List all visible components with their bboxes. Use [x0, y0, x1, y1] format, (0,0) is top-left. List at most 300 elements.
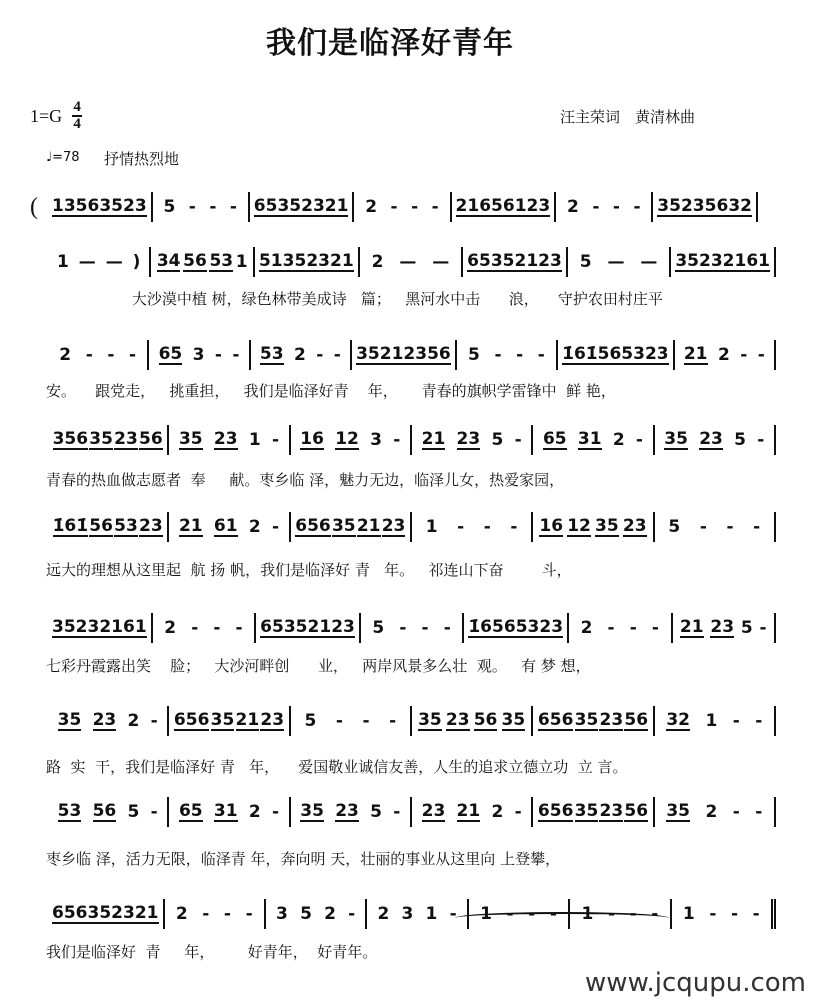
note-group: 23: [456, 429, 481, 449]
note-group: 23: [644, 344, 669, 364]
measure: [463, 247, 568, 277]
note-group: 2: [175, 904, 188, 924]
note-group: -: [757, 345, 765, 365]
note-group: -: [150, 711, 158, 731]
note-group: -: [128, 345, 137, 365]
measure: [361, 613, 464, 643]
watermark: www.jcqupu.com: [585, 968, 806, 998]
note-group: -: [549, 904, 557, 924]
note-group: -: [755, 802, 763, 822]
measure: [653, 192, 758, 222]
note-group: 16: [539, 516, 564, 536]
note-group: -: [528, 904, 536, 924]
note-group: 21: [379, 344, 404, 364]
note-group: -: [516, 345, 524, 365]
measure: [48, 613, 153, 643]
note-group: -: [612, 197, 620, 217]
measure: [291, 425, 412, 455]
lyrics-line: 我们是临泽好 青 年， 好青年， 好青年。: [46, 943, 378, 961]
note-group: -: [629, 618, 637, 638]
note-group: —: [607, 252, 625, 272]
note-group: -: [316, 345, 324, 365]
measure: [352, 340, 457, 370]
note-group: 2: [612, 430, 625, 450]
authors: 汪主荣词 黄清林曲: [560, 108, 696, 126]
note-group: -: [506, 904, 514, 924]
measure: [367, 899, 468, 929]
note-group: 2: [717, 345, 730, 365]
note-group: -: [753, 517, 761, 537]
note-group: 56: [597, 344, 622, 364]
note-group: 35: [277, 196, 302, 216]
note-group: -: [271, 430, 279, 450]
note-group: 16: [300, 429, 324, 449]
note-group: 65: [542, 429, 567, 449]
note-group: 23: [213, 429, 238, 449]
note-group: 65: [158, 344, 183, 364]
note-group: -: [390, 197, 398, 217]
measure: [533, 706, 654, 736]
note-group: -: [755, 711, 763, 731]
note-group: 2: [377, 904, 390, 924]
note-group: 21: [421, 429, 446, 449]
measure: [672, 899, 776, 929]
song-title: 我们是临泽好青年: [266, 26, 514, 61]
note-group: 21: [134, 903, 159, 923]
note-group: -: [202, 904, 210, 924]
note-group: -: [514, 430, 522, 450]
note-group: 12: [567, 516, 591, 536]
note-group: -: [740, 345, 748, 365]
measure: [568, 247, 671, 277]
music-system: [30, 193, 758, 221]
measure: [151, 247, 254, 277]
note-group: 35: [574, 801, 599, 821]
note-group: 23: [92, 710, 117, 730]
note-group: -: [633, 197, 641, 217]
note-group: -: [635, 430, 643, 450]
note-group: -: [229, 197, 237, 217]
note-group: —: [640, 252, 658, 272]
note-group: 61: [746, 251, 770, 271]
note-group: 23: [710, 617, 735, 637]
note-group: 21: [456, 801, 481, 821]
note-group: 2: [365, 197, 378, 217]
note-group: 23: [306, 251, 330, 271]
note-group: 3: [370, 430, 382, 450]
note-group: 56: [89, 516, 113, 536]
music-system: [30, 341, 776, 369]
note-group: -: [510, 517, 518, 537]
note-group: 35: [657, 196, 681, 216]
note-group: 21: [683, 344, 708, 364]
measure: [412, 512, 533, 542]
note-group: 21: [514, 251, 539, 271]
note-group: -: [629, 904, 637, 924]
note-group: 65: [479, 196, 503, 216]
measure: [354, 192, 451, 222]
note-group: -: [651, 618, 659, 638]
measure: [169, 797, 290, 827]
note-group: 1: [425, 517, 438, 537]
note-group: -: [245, 904, 253, 924]
note-group: 56: [492, 617, 516, 637]
note-group: 32: [728, 196, 752, 216]
note-group: 1: [581, 904, 594, 924]
note-group: -: [393, 802, 401, 822]
note-group: -: [411, 197, 419, 217]
note-group: 3: [192, 345, 205, 365]
measure: [452, 192, 557, 222]
note-group: 23: [111, 903, 135, 923]
note-group: 21: [455, 196, 480, 216]
note-group: -: [421, 618, 429, 638]
note-group: -: [483, 517, 491, 537]
note-group: 61: [123, 617, 147, 637]
measure: [533, 425, 654, 455]
note-group: -: [191, 618, 199, 638]
measure: [533, 512, 654, 542]
note-group: 21: [324, 196, 349, 216]
note-group: 35: [178, 429, 203, 449]
note-group: -: [494, 345, 502, 365]
note-group: 56: [75, 196, 100, 216]
note-group: -: [449, 904, 457, 924]
note-group: -: [759, 618, 767, 638]
note-group: 23: [680, 196, 705, 216]
measure: [360, 247, 463, 277]
note-group: -: [752, 904, 760, 924]
note-group: -: [209, 197, 217, 217]
expression-marking: 抒情热烈地: [104, 150, 180, 168]
measure: [671, 247, 776, 277]
note-group: 13: [52, 196, 76, 216]
note-group: 35: [595, 516, 619, 536]
note-group: -: [651, 904, 659, 924]
note-group: -: [393, 430, 401, 450]
measure: [48, 340, 149, 370]
note-group: 35: [52, 617, 76, 637]
note-group: 35: [666, 801, 691, 821]
note-group: 35: [574, 710, 599, 730]
note-group: -: [150, 802, 158, 822]
note-group: 23: [421, 801, 446, 821]
note-group: 5: [370, 802, 382, 822]
note-group: 23: [526, 196, 551, 216]
note-group: 1̇6: [468, 617, 493, 637]
note-group: 21: [679, 617, 704, 637]
note-group: 35: [283, 617, 308, 637]
note-group: -: [235, 618, 243, 638]
measure: [255, 247, 360, 277]
note-group: 656: [537, 710, 574, 730]
measure: [412, 797, 533, 827]
note-group: 53: [57, 801, 82, 821]
note-group: 2: [371, 252, 384, 272]
measure: [169, 512, 290, 542]
note-group: —: [399, 252, 417, 272]
music-system: [30, 248, 776, 276]
note-group: 31: [213, 801, 238, 821]
note-group: 23: [260, 710, 285, 730]
note-group: 2: [580, 618, 593, 638]
note-group: -: [732, 711, 740, 731]
note-group: 5: [740, 618, 753, 638]
note-group: 5: [372, 618, 385, 638]
note-group: 656: [295, 516, 331, 536]
note-group: 35: [490, 251, 515, 271]
note-group: -: [232, 345, 240, 365]
note-group: 34: [156, 251, 181, 271]
note-group: 21: [329, 251, 354, 271]
note-group: 2: [164, 618, 177, 638]
music-system: [30, 707, 776, 735]
note-group: 656: [52, 903, 88, 923]
note-group: -: [699, 517, 707, 537]
note-group: 356: [52, 429, 89, 449]
note-group: 23: [114, 429, 138, 449]
repeat-paren: (: [30, 193, 38, 220]
note-group: 5: [491, 430, 504, 450]
note-group: 35: [356, 344, 380, 364]
time-signature: $\frac{4}{4}$: [73, 99, 81, 132]
note-group: 35: [210, 710, 235, 730]
note-group: -: [85, 345, 93, 365]
note-group: -: [399, 618, 407, 638]
measure: [48, 797, 169, 827]
note-group: —: [105, 252, 123, 272]
note-group: 53: [621, 344, 645, 364]
note-group: 23: [698, 251, 723, 271]
note-group: -: [107, 345, 115, 365]
note-group: -: [457, 517, 465, 537]
note-group: 35: [89, 429, 113, 449]
note-group: 12: [335, 429, 359, 449]
lyrics-line: 枣乡临 泽，活力无限，临泽青 年，奔向明 天，壮丽的事业从这里向 上登攀，: [46, 850, 561, 868]
lyrics-line: 七彩丹霞露出笑 脸； 大沙河畔创 业， 两岸风景多么壮 观。 有 梦 想，: [46, 657, 591, 675]
note-group: 35: [57, 710, 82, 730]
note-group: 21: [99, 617, 124, 637]
measure: [457, 340, 558, 370]
note-group: 2: [491, 802, 504, 822]
note-group: 51: [258, 251, 283, 271]
note-group: 1̇61̇: [52, 516, 89, 536]
note-group: 35: [664, 429, 688, 449]
note-group: 61: [213, 516, 238, 536]
note-group: 23: [335, 801, 359, 821]
note-group: 56: [624, 710, 649, 730]
note-group: ): [132, 252, 141, 272]
note-group: 1: [56, 252, 69, 272]
note-group: 23: [445, 710, 470, 730]
measure: [556, 192, 653, 222]
measure: [533, 797, 654, 827]
note-group: 35: [282, 251, 307, 271]
note-group: 5: [668, 517, 681, 537]
measure: [48, 512, 169, 542]
note-group: 53: [259, 344, 284, 364]
note-group: -: [443, 618, 451, 638]
note-group: —: [78, 252, 96, 272]
measure: [675, 340, 776, 370]
lyrics-line: 路 实 干，我们是临泽好 青 年， 爱国敬业诚信友善，人生的追求立德立功 立 言。: [46, 758, 628, 776]
measure: [558, 340, 675, 370]
note-group: 56: [139, 429, 163, 449]
measure: [149, 340, 250, 370]
note-group: 35: [501, 710, 526, 730]
note-group: 65: [253, 196, 278, 216]
note-group: -: [271, 802, 279, 822]
note-group: 23: [699, 429, 723, 449]
note-group: -: [335, 711, 343, 731]
note-group: 35: [331, 516, 356, 536]
measure: [251, 340, 352, 370]
note-group: 23: [539, 617, 564, 637]
note-group: -: [348, 904, 356, 924]
note-group: 65: [467, 251, 491, 271]
measure: [655, 425, 776, 455]
note-group: 56: [704, 196, 729, 216]
note-group: -: [731, 904, 739, 924]
note-group: 23: [403, 344, 428, 364]
measure: [48, 425, 169, 455]
lyrics-line: 大沙漠中植 树，绿色林带美成诗 篇； 黑河水中击 浪， 守护农田村庄平: [46, 290, 663, 308]
note-group: -: [188, 197, 196, 217]
note-group: 21: [356, 516, 381, 536]
lyrics-line: 远大的理想从这里起 航 扬 帆，我们是临泽好 青 年。 祁连山下奋 斗，: [46, 561, 572, 579]
note-group: 23: [599, 801, 624, 821]
note-group: 2: [324, 904, 336, 924]
note-group: -: [757, 430, 765, 450]
music-system: [30, 513, 776, 541]
note-group: —: [432, 252, 450, 272]
lyrics-line: 安。 跟党走， 挑重担， 我们是临泽好青 年， 青春的旗帜学雷锋中 鲜 艳，: [46, 382, 616, 400]
note-group: 5: [127, 802, 140, 822]
note-group: 23: [301, 196, 325, 216]
measure: [291, 706, 412, 736]
note-group: -: [213, 618, 221, 638]
measure: [412, 706, 533, 736]
note-group: 5: [468, 345, 480, 365]
note-group: 65: [260, 617, 284, 637]
measure: [655, 797, 776, 827]
note-group: 2: [248, 517, 261, 537]
measure: [655, 706, 776, 736]
measure: [266, 899, 367, 929]
note-group: 53: [515, 617, 540, 637]
note-group: 56: [427, 344, 451, 364]
note-group: 56: [473, 710, 498, 730]
note-group: 21: [722, 251, 747, 271]
note-group: -: [271, 517, 279, 537]
note-group: 1: [705, 711, 718, 731]
note-group: -: [537, 345, 545, 365]
measure: [169, 706, 290, 736]
note-group: 56: [183, 251, 207, 271]
note-group: 1̇61̇: [562, 344, 598, 364]
note-group: 53: [209, 251, 234, 271]
note-group: 35: [99, 196, 124, 216]
note-group: 35: [418, 710, 442, 730]
note-group: 5: [734, 430, 746, 450]
note-group: 23: [622, 516, 647, 536]
key-signature: [30, 100, 82, 132]
note-group: 656: [173, 710, 210, 730]
note-group: 5: [579, 252, 592, 272]
note-group: 53: [114, 516, 138, 536]
measure: [48, 899, 165, 929]
note-group: 3: [401, 904, 414, 924]
note-group: -: [514, 802, 522, 822]
note-group: -: [726, 517, 734, 537]
note-group: -: [214, 345, 222, 365]
note-group: 2: [59, 345, 72, 365]
note-group: 23: [331, 617, 355, 637]
note-group: -: [607, 904, 615, 924]
measure: [673, 613, 776, 643]
note-group: 35: [87, 903, 112, 923]
note-group: 21: [178, 516, 203, 536]
note-group: 23: [75, 617, 100, 637]
note-group: -: [333, 345, 341, 365]
lyrics-line: 青春的热血做志愿者 奉 献。枣乡临 泽，魅力无边，临泽儿女，热爱家园，: [46, 471, 565, 489]
note-group: 1: [682, 904, 695, 924]
measure: [169, 425, 290, 455]
measure: [655, 512, 776, 542]
measure: [153, 192, 250, 222]
music-system: [30, 798, 776, 826]
note-group: -: [362, 711, 370, 731]
note-group: 23: [139, 516, 163, 536]
measure: [291, 797, 412, 827]
note-group: 23: [381, 516, 406, 536]
note-group: 35: [300, 801, 324, 821]
note-group: 2: [705, 802, 718, 822]
note-group: 1: [248, 430, 261, 450]
note-group: 56: [92, 801, 117, 821]
note-group: 5: [163, 197, 176, 217]
measure: [412, 425, 533, 455]
note-group: 5: [300, 904, 312, 924]
note-group: -: [389, 711, 397, 731]
measure: [250, 192, 355, 222]
note-group: 61: [502, 196, 527, 216]
note-group: 3: [276, 904, 288, 924]
tempo-marking: ♩=78: [46, 150, 80, 165]
measure: [48, 192, 153, 222]
note-group: 2: [248, 802, 261, 822]
note-group: 2: [294, 345, 306, 365]
measure: [153, 613, 256, 643]
note-group: 1: [480, 904, 492, 924]
note-group: -: [223, 904, 231, 924]
note-group: -: [732, 802, 740, 822]
note-group: 1: [235, 252, 248, 272]
music-system: [30, 614, 776, 642]
note-group: -: [709, 904, 717, 924]
note-group: 21: [235, 710, 260, 730]
note-group: 35: [675, 251, 699, 271]
note-group: 2: [127, 711, 140, 731]
note-group: -: [607, 618, 615, 638]
measure: [48, 706, 169, 736]
note-group: 23: [538, 251, 562, 271]
measure: [464, 613, 569, 643]
note-group: 23: [599, 710, 624, 730]
note-group: 5: [304, 711, 317, 731]
note-group: 21: [307, 617, 332, 637]
note-group: -: [592, 197, 600, 217]
